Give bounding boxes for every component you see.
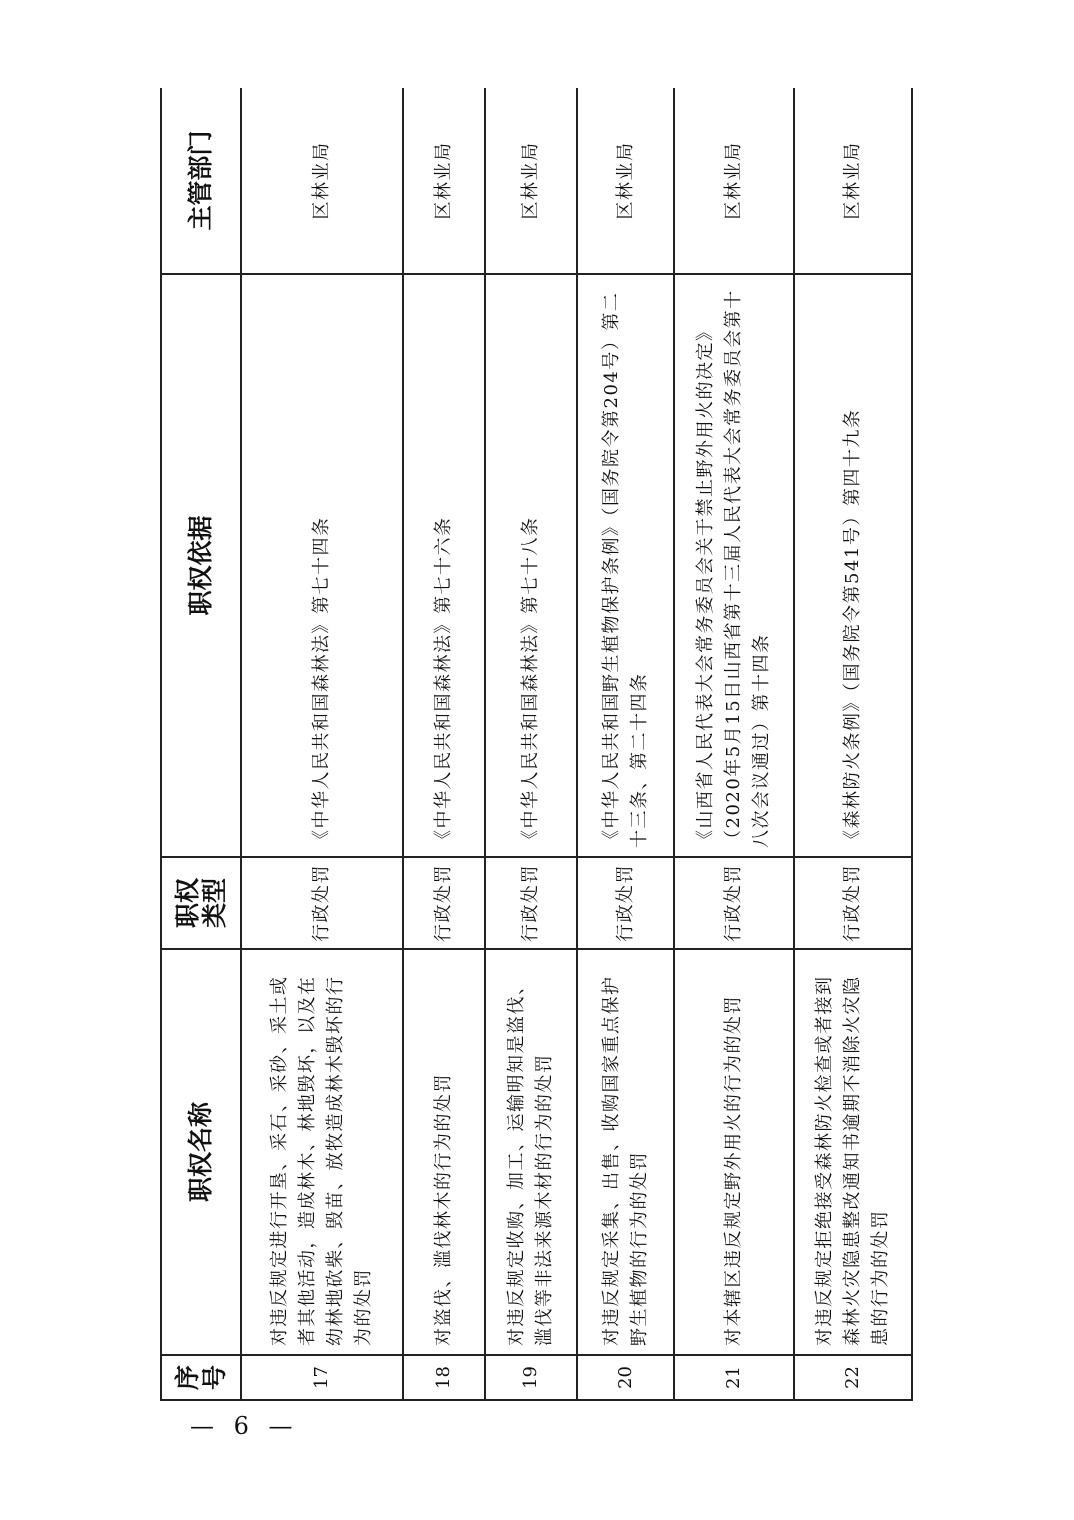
row-seq: 19	[485, 1355, 577, 1400]
row-name: 对违反规定拒绝接受森林防火检查或者接到森林火灾隐患整改通知书逾期不消除火灾隐患的行为的处罚	[794, 949, 912, 1355]
row-dept: 区林业局	[241, 88, 403, 274]
powers-table-wrapper	[160, 88, 913, 1401]
table-header-row	[161, 88, 241, 1400]
row-dept: 区林业局	[577, 88, 674, 274]
header-dept: 主管部门	[161, 88, 241, 274]
row-name: 对本辖区违反规定野外用火的行为的处罚	[674, 949, 794, 1355]
table-row	[485, 88, 577, 1400]
row-basis: 《中华人民共和国野生植物保护条例》（国务院令第204号）第二十三条、第二十四条	[577, 274, 674, 857]
row-name: 对违反规定进行开垦、采石、采砂、采土或者其他活动，造成林木、林地毁坏，以及在幼林地砍柴、毁苗、放牧造成林木毁坏的行为的处罚	[241, 949, 403, 1355]
row-dept: 区林业局	[674, 88, 794, 274]
table-row	[241, 88, 403, 1400]
row-type: 行政处罚	[674, 857, 794, 949]
row-name: 对违反规定收购、加工、运输明知是盗伐、滥伐等非法来源木材的行为的处罚	[485, 949, 577, 1355]
row-dept: 区林业局	[485, 88, 577, 274]
table-row	[794, 88, 912, 1400]
row-seq: 21	[674, 1355, 794, 1400]
row-basis: 《中华人民共和国森林法》第七十四条	[241, 274, 403, 857]
row-type: 行政处罚	[577, 857, 674, 949]
row-seq: 20	[577, 1355, 674, 1400]
row-dept: 区林业局	[794, 88, 912, 274]
table-row	[674, 88, 794, 1400]
row-basis: 《森林防火条例》（国务院令第541号）第四十九条	[794, 274, 912, 857]
row-seq: 22	[794, 1355, 912, 1400]
row-dept: 区林业局	[403, 88, 485, 274]
row-name: 对盗伐、滥伐林木的行为的处罚	[403, 949, 485, 1355]
row-basis: 《中华人民共和国森林法》第七十六条	[403, 274, 485, 857]
row-seq: 18	[403, 1355, 485, 1400]
row-basis: 《中华人民共和国森林法》第七十八条	[485, 274, 577, 857]
header-basis: 职权依据	[161, 274, 241, 857]
powers-table	[160, 88, 913, 1401]
row-type: 行政处罚	[485, 857, 577, 949]
header-name: 职权名称	[161, 949, 241, 1355]
row-type: 行政处罚	[794, 857, 912, 949]
table-row	[577, 88, 674, 1400]
header-seq: 序号	[161, 1355, 241, 1400]
row-type: 行政处罚	[241, 857, 403, 949]
row-seq: 17	[241, 1355, 403, 1400]
header-type: 职权 类型	[161, 857, 241, 949]
table-row	[403, 88, 485, 1400]
row-basis: 《山西省人民代表大会常务委员会关于禁止野外用火的决定》（2020年5月15日山西省第十三届人民代表大会常务委员会第十八次会议通过）第十四条	[674, 274, 794, 857]
row-type: 行政处罚	[403, 857, 485, 949]
page-number: — 6 —	[190, 1412, 299, 1440]
rotated-table-frame	[160, 88, 913, 1401]
row-name: 对违反规定采集、出售、收购国家重点保护野生植物的行为的处罚	[577, 949, 674, 1355]
